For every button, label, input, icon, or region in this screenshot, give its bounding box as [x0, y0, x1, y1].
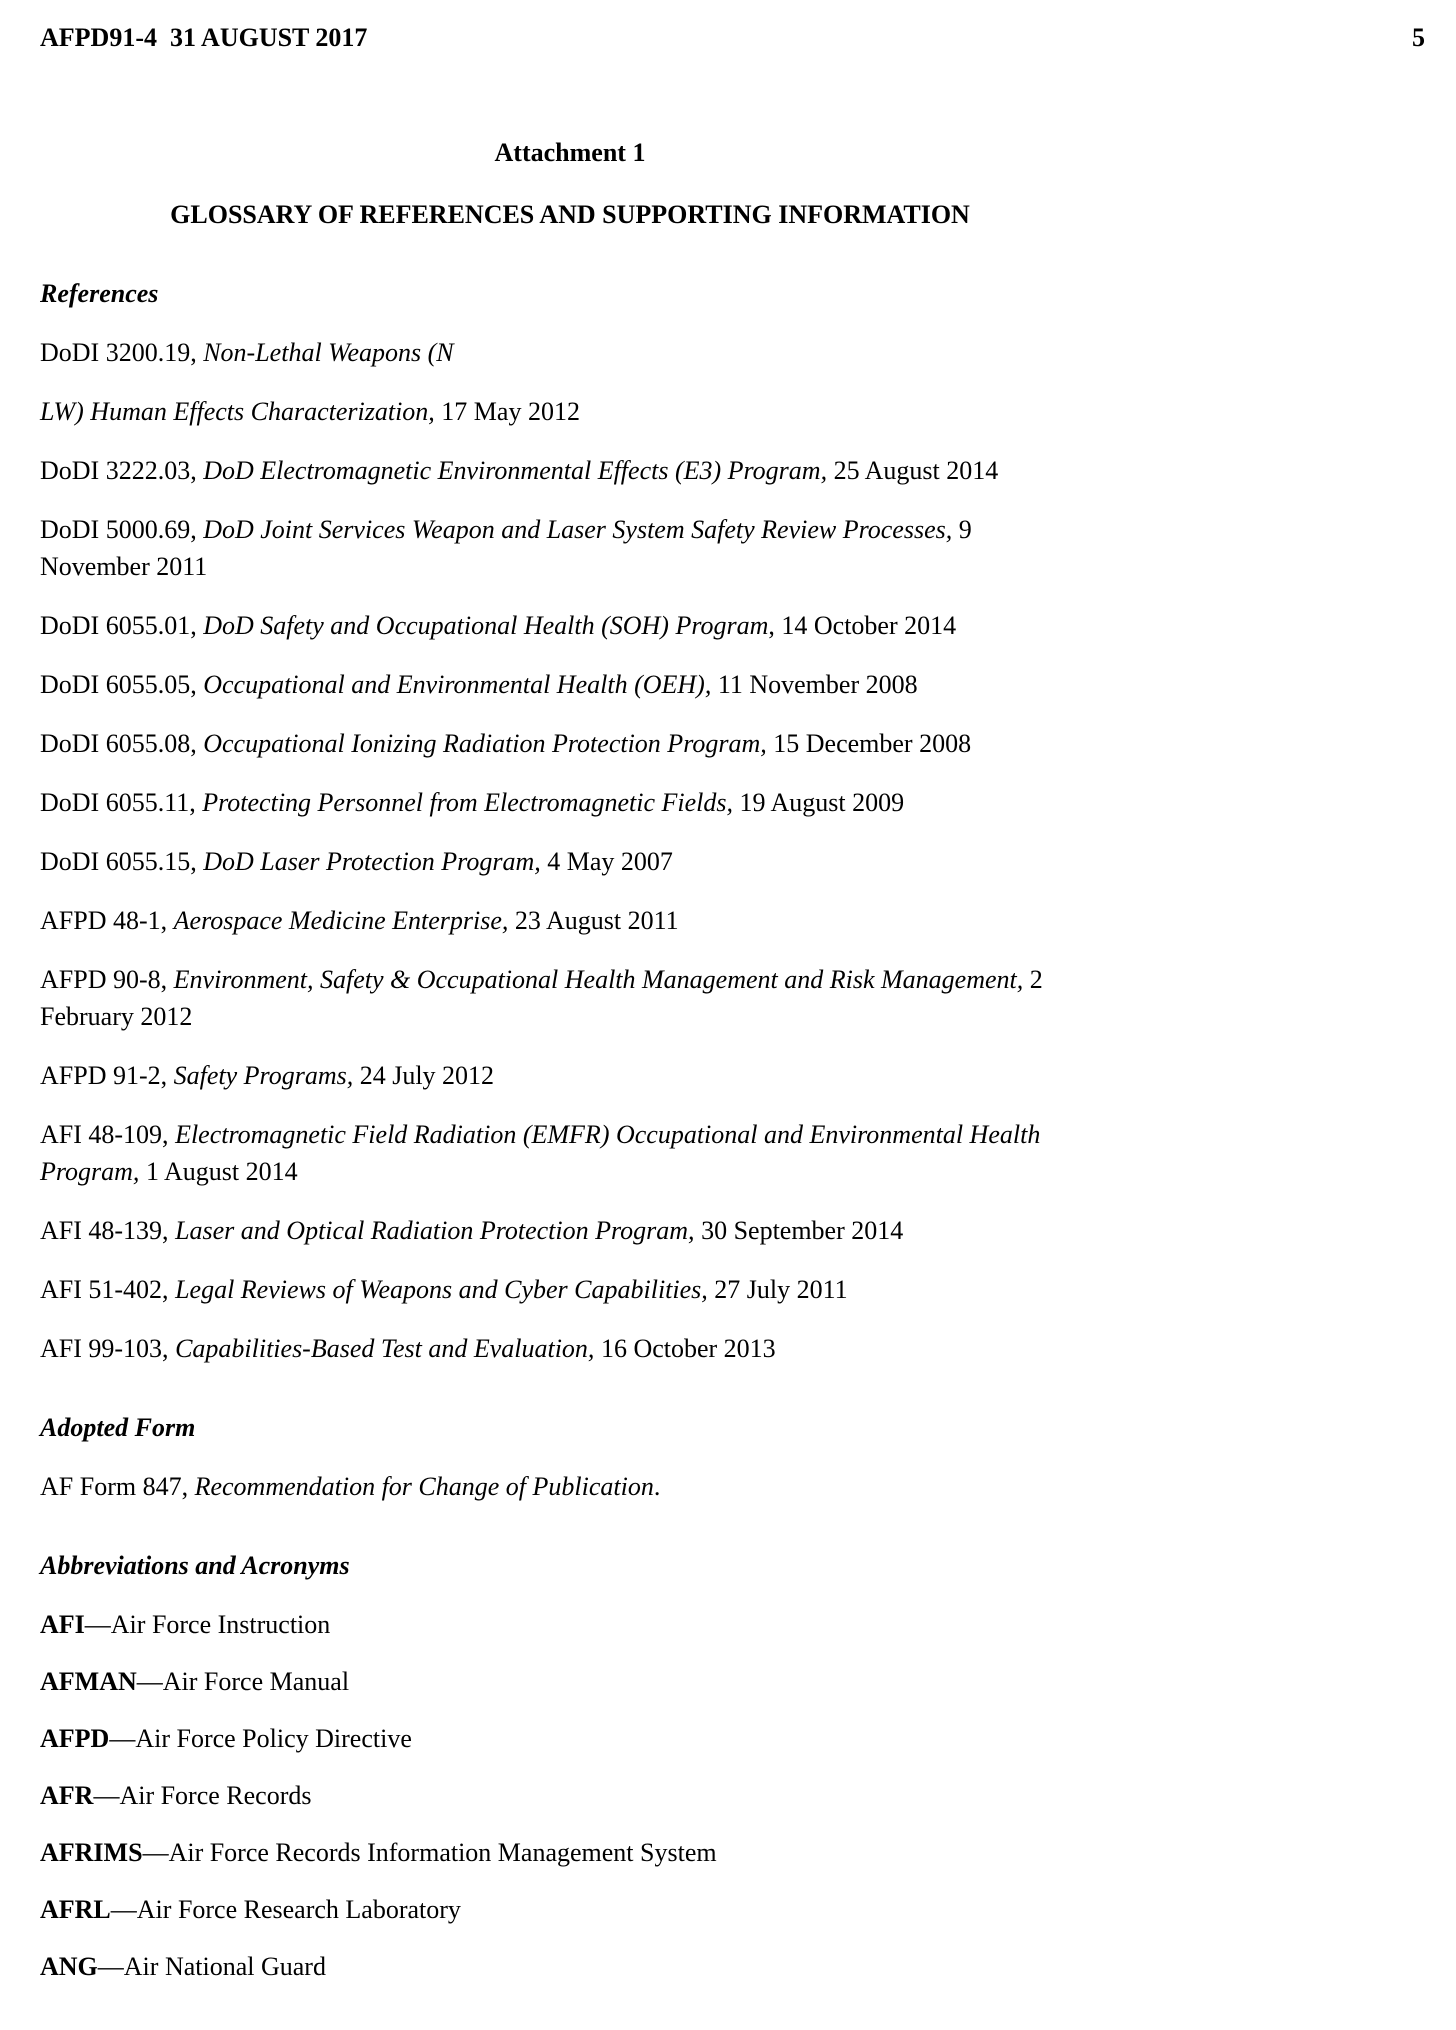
entry-text: 2: [1023, 965, 1043, 994]
document-body: [40, 134, 1100, 1985]
entry-title-italic: Environment, Safety & Occupational Health Management and Risk Management,: [173, 965, 1024, 994]
entry-text: November 2011: [40, 552, 208, 581]
page-number: 5: [1412, 23, 1425, 52]
abbreviation-entry: [40, 1834, 1100, 1871]
entry-text: DoDI 6055.11,: [40, 788, 203, 817]
abbreviation-term: AFR: [40, 1781, 94, 1810]
entry-text: AFI 99-103,: [40, 1334, 176, 1363]
abbreviation-term: AFI: [40, 1610, 85, 1639]
references-list: [40, 334, 1100, 1367]
form-entry: [40, 1468, 1100, 1505]
entry-text: 30 September 2014: [694, 1216, 904, 1245]
reference-entry: [40, 902, 1100, 939]
reference-entry: [40, 1057, 1100, 1094]
abbreviation-entry: [40, 1720, 1100, 1757]
entry-text: AFPD 48-1,: [40, 906, 174, 935]
abbreviation-separator: —: [142, 1838, 169, 1867]
abbreviation-entry: [40, 1606, 1100, 1643]
entry-text: 23 August 2011: [508, 906, 679, 935]
abbreviation-definition: Air Force Manual: [162, 1667, 350, 1696]
reference-entry: [40, 961, 1100, 1035]
entry-text: DoDI 5000.69,: [40, 515, 204, 544]
entry-text: AFPD 91-2,: [40, 1061, 174, 1090]
entry-text: DoDI 6055.05,: [40, 670, 204, 699]
entry-title-italic: DoD Joint Services Weapon and Laser System Safety Review Processes,: [203, 515, 953, 544]
reference-entry: [40, 334, 1100, 371]
entry-title-italic: Program,: [40, 1157, 140, 1186]
references-section-heading: References: [40, 279, 159, 308]
entry-title-italic: Non-Lethal Weapons (N: [203, 338, 454, 367]
abbreviation-term: AFRL: [40, 1895, 111, 1924]
entry-title-italic: Occupational Ionizing Radiation Protection Program,: [203, 729, 767, 758]
entry-title-italic: DoD Electromagnetic Environmental Effects (E3) Program,: [203, 456, 828, 485]
entry-text: 24 July 2012: [353, 1061, 495, 1090]
entry-text: AFI 48-109,: [40, 1120, 176, 1149]
entry-text: 15 December 2008: [766, 729, 972, 758]
abbreviation-definition: Air Force Records: [119, 1781, 312, 1810]
reference-entry: [40, 511, 1100, 585]
abbreviation-term: AFPD: [40, 1724, 110, 1753]
reference-entry: [40, 666, 1100, 703]
abbreviation-separator: —: [136, 1667, 163, 1696]
reference-entry: [40, 843, 1100, 880]
reference-entry: [40, 725, 1100, 762]
abbreviation-term: AFMAN: [40, 1667, 137, 1696]
reference-entry: [40, 452, 1100, 489]
abbreviation-separator: —: [109, 1724, 136, 1753]
abbreviation-entry: [40, 1663, 1100, 1700]
abbreviations-heading: Abbreviations and Acronyms: [40, 1551, 350, 1580]
entry-title-italic: Legal Reviews of Weapons and Cyber Capabilities,: [175, 1275, 708, 1304]
entry-text: 19 August 2009: [732, 788, 905, 817]
entry-text: 9: [952, 515, 972, 544]
entry-title-italic: DoD Safety and Occupational Health (SOH) Program: [203, 611, 769, 640]
entry-text: February 2012: [40, 1002, 193, 1031]
entry-title-italic: Recommendation for Change of Publication: [194, 1472, 654, 1501]
entry-title-italic: Laser and Optical Radiation Protection Program,: [175, 1216, 695, 1245]
entry-text: , 14 October 2014: [768, 611, 957, 640]
entry-text: DoDI 3200.19,: [40, 338, 204, 367]
reference-entry: [40, 607, 1100, 644]
entry-text: 27 July 2011: [707, 1275, 848, 1304]
entry-title-italic: Safety Programs,: [173, 1061, 354, 1090]
entry-text: AFI 51-402,: [40, 1275, 176, 1304]
reference-entry: [40, 1330, 1100, 1367]
entry-text: 17 May 2012: [434, 397, 580, 426]
entry-text: 4 May 2007: [540, 847, 673, 876]
abbreviation-definition: Air Force Instruction: [110, 1610, 331, 1639]
entry-text: DoDI 6055.01,: [40, 611, 204, 640]
entry-text: AFI 48-139,: [40, 1216, 176, 1245]
adopted-form-heading: Adopted Form: [40, 1413, 196, 1442]
abbreviation-definition: Air Force Records Information Management System: [168, 1838, 717, 1867]
entry-text: .: [653, 1472, 661, 1501]
abbreviation-definition: Air Force Research Laboratory: [136, 1895, 461, 1924]
reference-entry: [40, 1271, 1100, 1308]
entry-title-italic: Protecting Personnel from Electromagnetic Fields,: [202, 788, 733, 817]
document-header: [0, 0, 1456, 56]
abbreviation-separator: —: [84, 1610, 111, 1639]
entry-title-italic: Occupational and Environmental Health (OEH),: [203, 670, 712, 699]
entry-title-italic: DoD Laser Protection Program,: [203, 847, 541, 876]
entry-title-italic: Aerospace Medicine Enterprise,: [173, 906, 509, 935]
reference-entry: [40, 393, 1100, 430]
abbreviation-definition: Air Force Policy Directive: [135, 1724, 412, 1753]
entry-text: 16 October 2013: [594, 1334, 776, 1363]
attachment-heading: Attachment 1: [494, 138, 646, 167]
entry-title-italic: Electromagnetic Field Radiation (EMFR) Occupational and Environmental Health: [175, 1120, 1041, 1149]
reference-entry: [40, 1212, 1100, 1249]
abbreviation-definition: Air National Guard: [123, 1952, 326, 1981]
abbreviation-term: ANG: [40, 1952, 98, 1981]
abbreviation-entry: [40, 1948, 1100, 1985]
reference-entry: [40, 1116, 1100, 1190]
entry-text: AF Form 847,: [40, 1472, 195, 1501]
glossary-heading: GLOSSARY OF REFERENCES AND SUPPORTING INFORMATION: [170, 200, 970, 229]
reference-entry: [40, 784, 1100, 821]
abbreviation-entry: [40, 1777, 1100, 1814]
abbreviations-list: [40, 1606, 1100, 1985]
abbreviation-separator: —: [93, 1781, 120, 1810]
abbreviation-separator: —: [110, 1895, 137, 1924]
entry-text: DoDI 6055.08,: [40, 729, 204, 758]
abbreviation-separator: —: [97, 1952, 124, 1981]
abbreviation-term: AFRIMS: [40, 1838, 143, 1867]
entry-text: 1 August 2014: [139, 1157, 298, 1186]
entry-text: DoDI 3222.03,: [40, 456, 204, 485]
entry-text: DoDI 6055.15,: [40, 847, 204, 876]
header-title: AFPD91-4 31 AUGUST 2017: [40, 23, 368, 52]
entry-title-italic: LW) Human Effects Characterization,: [40, 397, 435, 426]
entry-text: 11 November 2008: [711, 670, 918, 699]
entry-text: AFPD 90-8,: [40, 965, 174, 994]
entry-title-italic: Capabilities-Based Test and Evaluation,: [175, 1334, 595, 1363]
abbreviation-entry: [40, 1891, 1100, 1928]
adopted-form-list: [40, 1468, 1100, 1505]
entry-text: 25 August 2014: [827, 456, 999, 485]
